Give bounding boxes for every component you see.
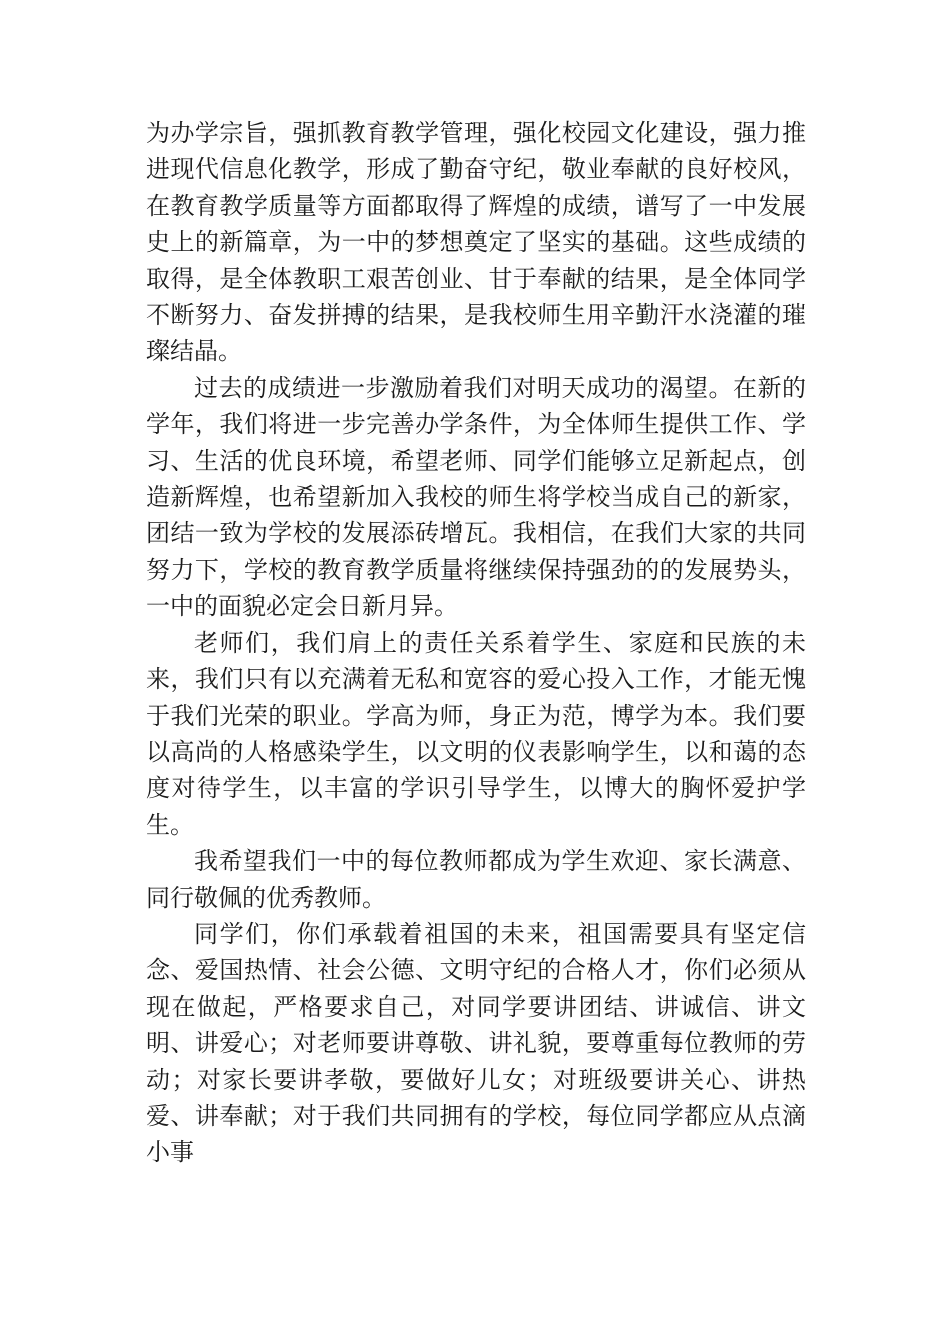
paragraph-teachers: 老师们，我们肩上的责任关系着学生、家庭和民族的未来，我们只有以充满着无私和宽容的爱心投入工作，才能无愧于我们光荣的职业。学高为师，身正为范，博学为本。我们要以高尚的人格感染学生，以文明的仪表影响学生，以和蔼的态度对待学生，以丰富的学识引导学生，以博大的胸怀爱护学生。 (146, 628, 806, 839)
paragraph-continued: 为办学宗旨，强抓教育教学管理，强化校园文化建设，强力推进现代信息化教学，形成了勤奋守纪，敬业奉献的良好校风，在教育教学质量等方面都取得了辉煌的成绩，谱写了一中发展史上的新篇章，为一中的梦想奠定了坚实的基础。这些成绩的取得，是全体教职工艰苦创业、甘于奉献的结果，是全体同学不断努力、奋发拼搏的结果，是我校师生用辛勤汗水浇灌的璀璨结晶。 (146, 119, 806, 366)
paragraph-teacher-hope: 我希望我们一中的每位教师都成为学生欢迎、家长满意、同行敬佩的优秀教师。 (146, 847, 806, 912)
document-page (146, 115, 806, 1171)
paragraph-students: 同学们，你们承载着祖国的未来，祖国需要具有坚定信念、爱国热情、社会公德、文明守纪的合格人才，你们必须从现在做起，严格要求自己，对同学要讲团结、讲诚信、讲文明、讲爱心；对老师要讲尊敬、讲礼貌，要尊重每位教师的劳动；对家长要讲孝敬，要做好儿女；对班级要讲关心、讲热爱、讲奉献；对于我们共同拥有的学校，每位同学都应从点滴小事 (146, 919, 806, 1167)
paragraph-past-achievements: 过去的成绩进一步激励着我们对明天成功的渴望。在新的学年，我们将进一步完善办学条件，为全体师生提供工作、学习、生活的优良环境，希望老师、同学们能够立足新起点，创造新辉煌，也希望新加入我校的师生将学校当成自己的新家，团结一致为学校的发展添砖增瓦。我相信，在我们大家的共同努力下，学校的教育教学质量将继续保持强劲的的发展势头，一中的面貌必定会日新月异。 (146, 373, 806, 621)
